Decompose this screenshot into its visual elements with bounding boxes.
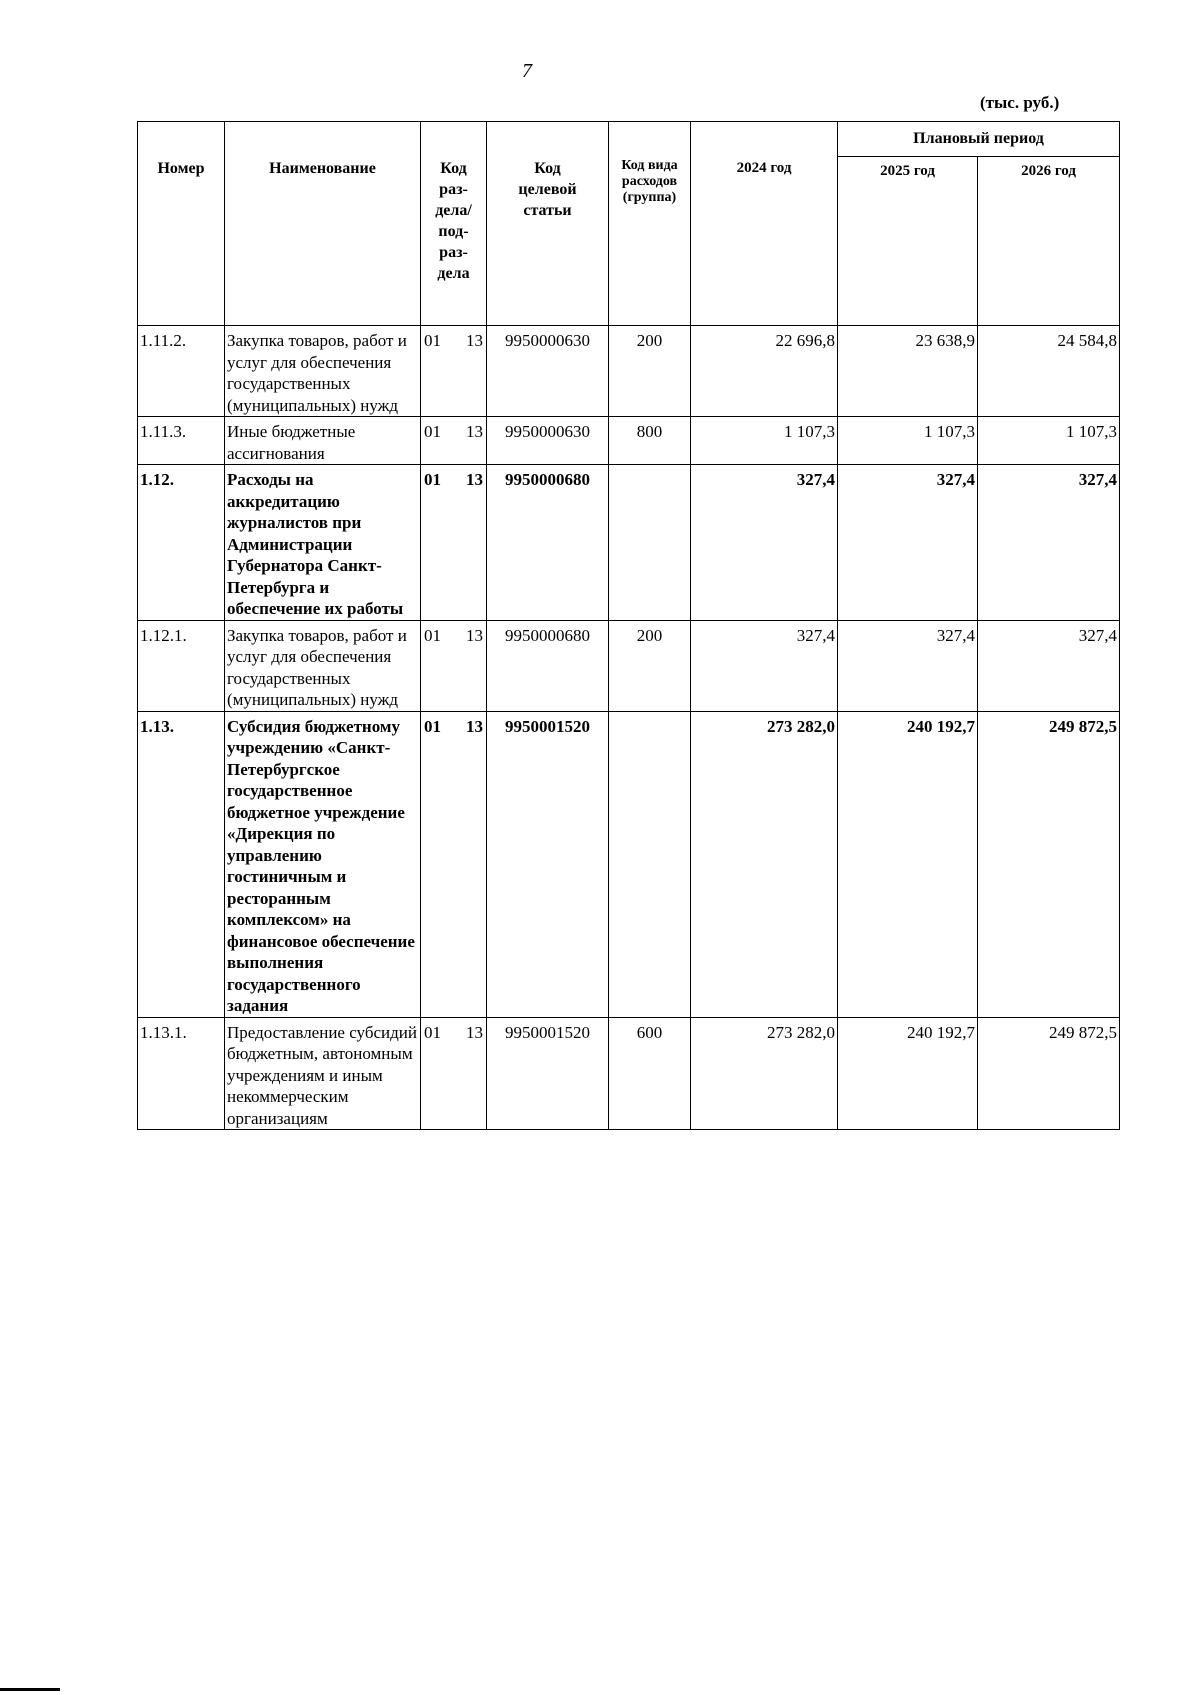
header-year-2024: 2024 год <box>691 122 838 326</box>
row-section-code <box>421 326 487 417</box>
row-number: 1.13. <box>138 711 225 1017</box>
table-row <box>138 417 1120 465</box>
row-value-2025: 240 192,7 <box>838 711 978 1017</box>
row-section-code <box>421 711 487 1017</box>
row-section: 01 <box>424 716 441 736</box>
row-subsection: 13 <box>466 470 483 489</box>
row-expense-type: 200 <box>609 620 691 711</box>
row-target-code: 9950000680 <box>487 465 609 621</box>
row-target-code: 9950001520 <box>487 1017 609 1130</box>
row-target-code: 9950000630 <box>487 417 609 465</box>
row-value-2026: 327,4 <box>978 465 1120 621</box>
table-row <box>138 1017 1120 1130</box>
header-name: Наименование <box>225 122 421 326</box>
row-value-2025: 327,4 <box>838 465 978 621</box>
row-value-2024: 273 282,0 <box>691 711 838 1017</box>
row-number: 1.13.1. <box>138 1017 225 1130</box>
row-number: 1.12. <box>138 465 225 621</box>
row-expense-type <box>609 465 691 621</box>
row-section-code <box>421 417 487 465</box>
row-target-code: 9950001520 <box>487 711 609 1017</box>
budget-table <box>137 121 1120 1130</box>
row-expense-type: 200 <box>609 326 691 417</box>
row-name: Предоставление субсидий бюджетным, автономным учреждениям и иным некоммерческим организациям <box>225 1017 421 1130</box>
row-section: 01 <box>424 625 441 645</box>
row-section: 01 <box>424 331 441 350</box>
header-number: Номер <box>138 122 225 326</box>
header-expense-type: Код вида расходов (группа) <box>609 122 691 326</box>
row-expense-type: 800 <box>609 417 691 465</box>
row-section: 01 <box>424 470 441 489</box>
row-section-code <box>421 620 487 711</box>
header-year-2025: 2025 год <box>838 157 978 326</box>
row-name: Закупка товаров, работ и услуг для обеспечения государственных (муниципальных) нужд <box>225 326 421 417</box>
row-name: Субсидия бюджетному учреждению «Санкт-Петербургское государственное бюджетное учреждение «Дирекция по управлению гостиничным и ресторанным комплексом» на финансовое обеспечение выполнения государственного задания <box>225 711 421 1017</box>
row-value-2026: 327,4 <box>978 620 1120 711</box>
row-value-2026: 1 107,3 <box>978 417 1120 465</box>
row-value-2025: 327,4 <box>838 620 978 711</box>
row-expense-type: 600 <box>609 1017 691 1130</box>
header-planning-period: Плановый период <box>838 122 1120 157</box>
row-value-2025: 1 107,3 <box>838 417 978 465</box>
row-section-code <box>421 1017 487 1130</box>
row-subsection: 13 <box>466 331 483 350</box>
header-year-2026: 2026 год <box>978 157 1120 326</box>
row-section-code <box>421 465 487 621</box>
row-subsection: 13 <box>466 422 483 441</box>
row-number: 1.11.3. <box>138 417 225 465</box>
row-subsection: 13 <box>466 716 483 736</box>
row-target-code: 9950000630 <box>487 326 609 417</box>
units-label: (тыс. руб.) <box>980 93 1060 112</box>
row-value-2025: 240 192,7 <box>838 1017 978 1130</box>
header-target-code: Код целевой статьи <box>487 122 609 326</box>
row-subsection: 13 <box>466 625 483 645</box>
row-name: Расходы на аккредитацию журналистов при Администрации Губернатора Санкт-Петербурга и обеспечение их работы <box>225 465 421 621</box>
table-row <box>138 711 1120 1017</box>
row-value-2024: 273 282,0 <box>691 1017 838 1130</box>
row-value-2024: 327,4 <box>691 465 838 621</box>
table-row <box>138 326 1120 417</box>
scan-edge-artifact <box>0 1688 60 1691</box>
row-value-2024: 1 107,3 <box>691 417 838 465</box>
row-value-2026: 249 872,5 <box>978 711 1120 1017</box>
row-name: Закупка товаров, работ и услуг для обеспечения государственных (муниципальных) нужд <box>225 620 421 711</box>
row-number: 1.12.1. <box>138 620 225 711</box>
row-expense-type <box>609 711 691 1017</box>
row-value-2024: 327,4 <box>691 620 838 711</box>
row-value-2024: 22 696,8 <box>691 326 838 417</box>
table-body <box>138 326 1120 1130</box>
page-number: 7 <box>522 60 532 82</box>
row-value-2026: 249 872,5 <box>978 1017 1120 1130</box>
row-number: 1.11.2. <box>138 326 225 417</box>
table-header <box>138 122 1120 326</box>
row-section: 01 <box>424 1022 441 1042</box>
header-section-code: Код раз- дела/ под- раз- дела <box>421 122 487 326</box>
row-value-2025: 23 638,9 <box>838 326 978 417</box>
row-value-2026: 24 584,8 <box>978 326 1120 417</box>
row-name: Иные бюджетные ассигнования <box>225 417 421 465</box>
row-section: 01 <box>424 422 441 441</box>
table-row <box>138 465 1120 621</box>
row-subsection: 13 <box>466 1022 483 1042</box>
row-target-code: 9950000680 <box>487 620 609 711</box>
table-row <box>138 620 1120 711</box>
